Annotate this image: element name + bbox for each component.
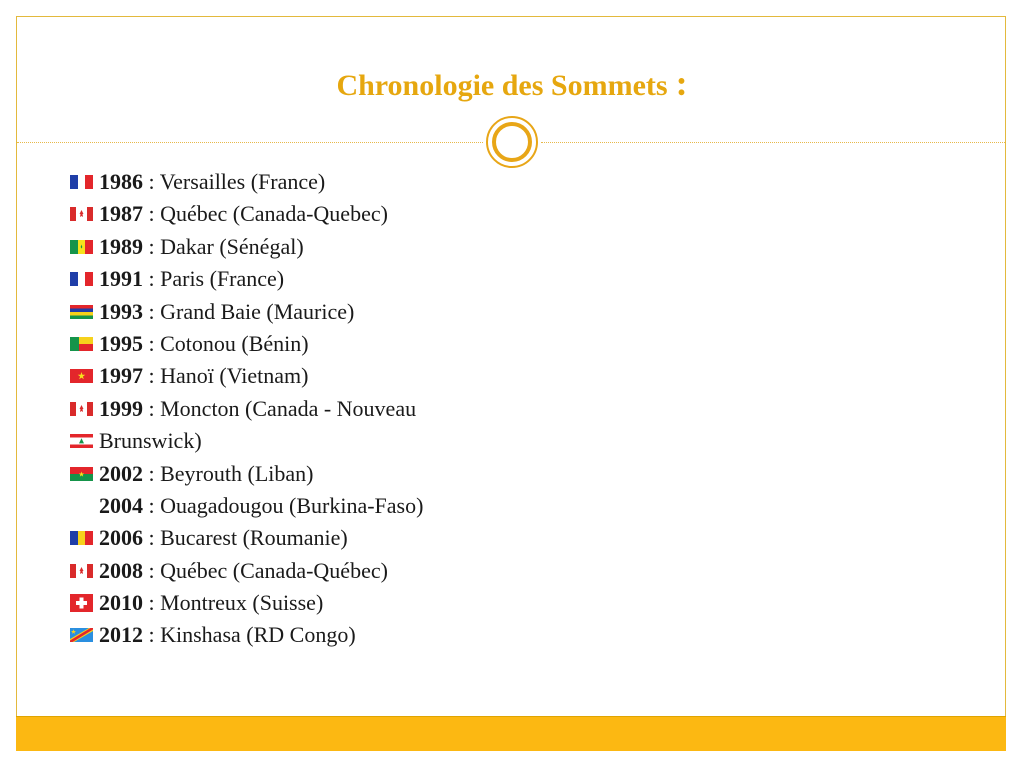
canada-flag-icon bbox=[70, 207, 93, 221]
summit-place: : Bucarest (Roumanie) bbox=[143, 525, 348, 551]
summit-place: : Québec (Canada-Quebec) bbox=[143, 201, 388, 227]
summit-1999 bbox=[70, 393, 530, 425]
vietnam-flag-icon bbox=[70, 369, 93, 383]
summit-year: 1993 bbox=[99, 298, 143, 324]
summit-place: : Grand Baie (Maurice) bbox=[143, 298, 355, 324]
summit-1987 bbox=[70, 198, 530, 230]
summit-place: : Cotonou (Bénin) bbox=[143, 330, 309, 356]
summit-place: : Dakar (Sénégal) bbox=[143, 233, 304, 259]
summit-2010 bbox=[70, 587, 530, 619]
summit-2004 bbox=[70, 490, 530, 522]
divider-right bbox=[541, 142, 1005, 143]
title-colon: : bbox=[675, 63, 688, 103]
summit-year: 2008 bbox=[99, 557, 143, 583]
summit-year: 1997 bbox=[99, 363, 143, 389]
summit-year: 2012 bbox=[99, 622, 143, 648]
summit-place: : Beyrouth (Liban) bbox=[143, 460, 314, 486]
summit-1995 bbox=[70, 328, 530, 360]
summit-year: 2002 bbox=[99, 460, 143, 486]
france-flag-icon bbox=[70, 272, 93, 286]
summit-1991 bbox=[70, 263, 530, 295]
benin-flag-icon bbox=[70, 337, 93, 351]
summit-2012 bbox=[70, 619, 530, 651]
divider-left bbox=[17, 142, 483, 143]
summit-list bbox=[70, 166, 530, 652]
summit-year: 1986 bbox=[99, 169, 143, 194]
romania-flag-icon bbox=[70, 531, 93, 545]
senegal-flag-icon bbox=[70, 240, 93, 254]
summit-year: 1995 bbox=[99, 330, 143, 356]
canada-flag-icon bbox=[70, 402, 93, 416]
summit-place-continuation: Brunswick) bbox=[99, 428, 202, 454]
summit-2002 bbox=[70, 458, 530, 490]
footer-bar bbox=[16, 716, 1006, 751]
summit-place: : Ouagadougou (Burkina-Faso) bbox=[143, 492, 424, 518]
summit-2008 bbox=[70, 555, 530, 587]
summit-year: 2006 bbox=[99, 525, 143, 551]
summit-year: 1991 bbox=[99, 266, 143, 292]
summit-place: : Versailles (France) bbox=[143, 169, 326, 194]
summit-2006 bbox=[70, 522, 530, 554]
summit-1997 bbox=[70, 360, 530, 392]
summit-year: 2010 bbox=[99, 590, 143, 616]
canada-flag-icon bbox=[70, 564, 93, 578]
summit-place: : Kinshasa (RD Congo) bbox=[143, 622, 356, 648]
burkina-faso-flag-icon bbox=[70, 467, 93, 481]
summit-1986 bbox=[70, 166, 530, 198]
summit-year: 2004 bbox=[99, 492, 143, 518]
dr-congo-flag-icon bbox=[70, 628, 93, 642]
title-text: Chronologie des Sommets bbox=[336, 69, 668, 102]
summit-year: 1989 bbox=[99, 233, 143, 259]
summit-year: 1999 bbox=[99, 395, 143, 421]
switzerland-flag-icon bbox=[70, 594, 93, 612]
summit-place: : Paris (France) bbox=[143, 266, 285, 292]
summit-1993 bbox=[70, 296, 530, 328]
summit-1999-continuation bbox=[70, 425, 530, 457]
divider-ring-ornament bbox=[486, 116, 538, 168]
summit-1989 bbox=[70, 231, 530, 263]
summit-place: : Moncton (Canada - Nouveau bbox=[143, 395, 417, 421]
lebanon-flag-icon bbox=[70, 434, 93, 448]
slide-title bbox=[0, 62, 1024, 104]
france-flag-icon bbox=[70, 175, 93, 189]
summit-place: : Montreux (Suisse) bbox=[143, 590, 324, 616]
mauritius-flag-icon bbox=[70, 305, 93, 319]
summit-place: : Québec (Canada-Québec) bbox=[143, 557, 388, 583]
summit-place: : Hanoï (Vietnam) bbox=[143, 363, 309, 389]
summit-year: 1987 bbox=[99, 201, 143, 227]
